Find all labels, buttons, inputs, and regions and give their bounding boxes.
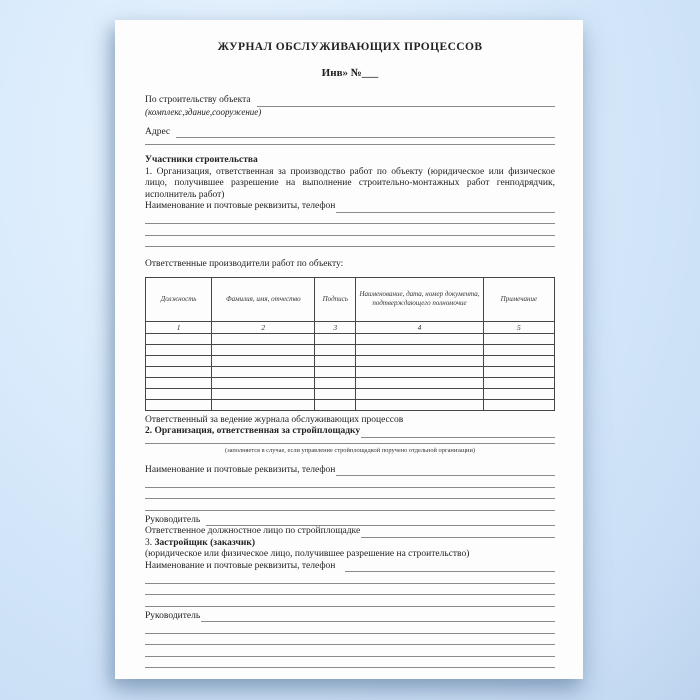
col-number: 2: [212, 321, 315, 333]
section3-number: 3.: [145, 537, 153, 548]
ruled-blank-line: [145, 488, 555, 500]
object-field-hint: (комплекс,здание,сооружение): [145, 106, 262, 117]
requisites-field-3: [145, 561, 555, 573]
ruled-blank-line: [145, 622, 555, 634]
table-row: [146, 377, 555, 388]
section2-head-blank: [206, 515, 555, 526]
requisites-1-lines: [145, 213, 555, 248]
ruled-blank-line: [145, 657, 555, 669]
inventory-number-field: Инв» №___: [321, 67, 379, 79]
col-number: 3: [315, 321, 356, 333]
requisites-blank-1: [336, 202, 555, 213]
form-page: [115, 20, 583, 679]
col-header-position: Должность: [146, 277, 212, 321]
address-field: [145, 127, 555, 139]
requisites-blank-2: [336, 465, 555, 476]
object-field-label: По строительству объекта: [145, 95, 251, 105]
section2-official-label: Ответственное должностное лицо по стройплощадке: [145, 526, 361, 536]
section3-heading-line: [145, 538, 555, 550]
table-row: [146, 388, 555, 399]
section2-official-blank: [361, 527, 555, 538]
section3-head-blank: [201, 611, 555, 622]
table-row: [146, 333, 555, 344]
col-header-document: Наименование, дата, номер документа, подтверждающего полномочие: [356, 277, 484, 321]
ruled-blank-line: [145, 224, 555, 236]
participants-clause-1: 1. Организация, ответственная за производство работ по объекту (юридическое или физическое лицо, получившее разрешение на выполнение строительно-монтажных работ генподрядчик, исполнитель работ): [145, 166, 555, 200]
table-empty-body: [146, 333, 555, 410]
table-row: [146, 344, 555, 355]
ruled-blank-line: [145, 595, 555, 607]
requisites-blank-3: [345, 561, 555, 572]
table-row: [146, 366, 555, 377]
section2-head-field: [145, 515, 555, 527]
address-label: Адрес: [145, 126, 171, 137]
ruled-blank-line: [145, 213, 555, 225]
section2-official-field: [145, 526, 555, 538]
ruled-blank-line: [145, 584, 555, 596]
section3-subtitle: (юридическое или физическое лицо, получившее разрешение на строительство): [145, 549, 470, 559]
ruled-blank-line: [145, 572, 555, 584]
ruled-blank-line: [145, 645, 555, 657]
ruled-blank-line: [145, 236, 555, 248]
final-lines: [145, 622, 555, 668]
section3-head-label: Руководитель: [145, 610, 201, 621]
responsible-persons-table: [145, 277, 555, 411]
col-header-full-name: Фамилия, имя, отчество: [212, 277, 315, 321]
requisites-label-3: Наименование и почтовые реквизиты, телефон: [145, 560, 336, 571]
journal-keeper-label: Ответственный за ведение журнала обслуживающих процессов: [145, 414, 404, 425]
requisites-label-1: Наименование и почтовые реквизиты, телефон: [145, 201, 336, 211]
table-row: [146, 399, 555, 410]
section3-heading: Застройщик (заказчик): [154, 537, 256, 548]
col-number: 1: [146, 321, 212, 333]
section2-extra-lines: [145, 438, 555, 444]
section3-head-field: [145, 611, 555, 623]
address-blank: [176, 127, 555, 138]
page-title: ЖУРНАЛ ОБСЛУЖИВАЮЩИХ ПРОЦЕССОВ: [217, 41, 483, 53]
object-field-blank: [257, 96, 555, 107]
col-header-remark: Примечание: [483, 277, 554, 321]
section2-heading-blank: [361, 427, 555, 438]
participants-heading: Участники строительства: [145, 155, 258, 165]
section2-heading-field: [145, 426, 555, 438]
object-field: [145, 95, 555, 107]
table-caption: Ответственные производители работ по объекту:: [145, 259, 344, 269]
section2-head-label: Руководитель: [145, 514, 201, 525]
ruled-blank-line: [145, 634, 555, 646]
requisites-2-lines: [145, 476, 555, 511]
requisites-label-2: Наименование и почтовые реквизиты, телефон: [145, 464, 336, 475]
requisites-field-2: [145, 465, 555, 477]
table-row: [146, 355, 555, 366]
ruled-blank-line: [145, 138, 555, 145]
col-number: 5: [483, 321, 554, 333]
requisites-field-1: [145, 201, 555, 213]
ruled-blank-line: [145, 476, 555, 488]
col-header-signature: Подпись: [315, 277, 356, 321]
address-extra-lines: [145, 138, 555, 145]
section2-heading: 2. Организация, ответственная за стройплощадку: [145, 426, 361, 436]
ruled-blank-line: [145, 499, 555, 511]
requisites-3-lines: [145, 572, 555, 607]
ruled-blank-line: [145, 438, 555, 444]
section2-note: (заполняется в случае, если управление стройплощадкой поручено отдельной организации): [225, 446, 475, 454]
col-number: 4: [356, 321, 484, 333]
column-number-row: [146, 321, 555, 333]
table-header-row: [146, 277, 555, 321]
